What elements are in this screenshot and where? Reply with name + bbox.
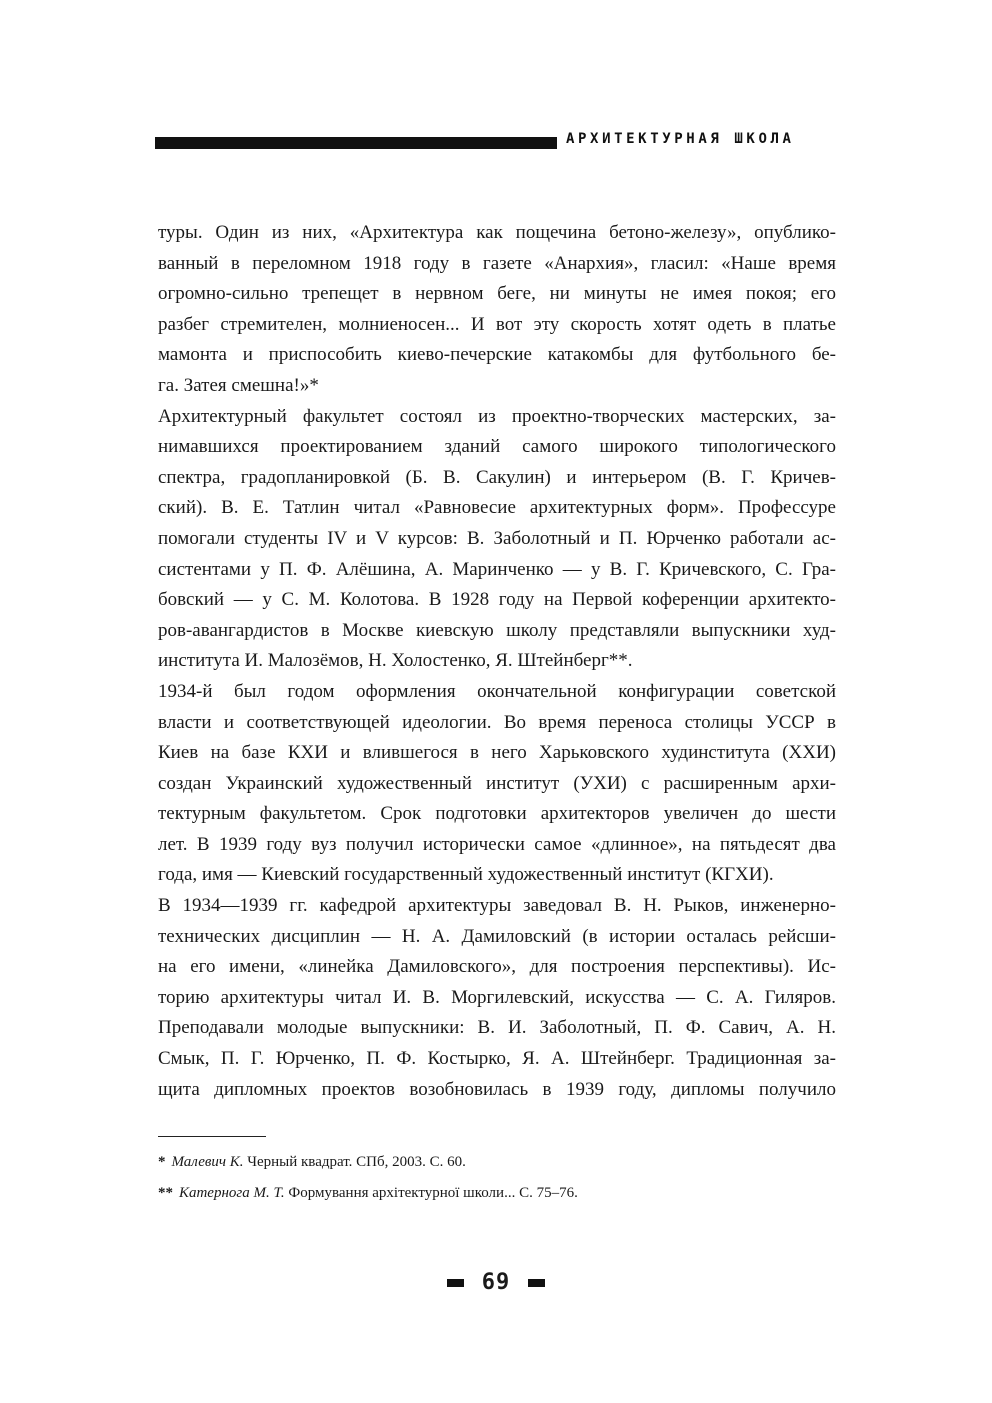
page-number-ornament-right <box>528 1279 545 1287</box>
footnote <box>158 1185 578 1202</box>
text-line: спектра, градопланировкой (Б. В. Сакулин) и интерьером (В. Г. Кричев- <box>158 466 836 488</box>
text-line: технических дисциплин — Н. А. Дамиловский (в истории осталась рейсши- <box>158 925 836 947</box>
footnote-text: Формування архітектурної школи... С. 75–76. <box>288 1185 578 1201</box>
footnote-rule <box>158 1136 266 1137</box>
text-line: власти и соответствующей идеологии. Во время переноса столицы УССР в <box>158 711 836 733</box>
footnote-mark: ** <box>158 1185 173 1201</box>
text-line: создан Украинский художественный институт (УХИ) с расширенным архи- <box>158 772 836 794</box>
text-line: тектурным факультетом. Срок подготовки архитекторов увеличен до шести <box>158 803 836 825</box>
page-number-ornament-left <box>447 1279 464 1287</box>
text-line: института И. Малозёмов, Н. Холостенко, Я. Штейнберг**. <box>158 650 633 672</box>
text-line: Архитектурный факультет состоял из проектно-творческих мастерских, за- <box>158 405 836 427</box>
text-line: ванный в переломном 1918 году в газете «Анархия», гласил: «Наше время <box>158 252 836 274</box>
text-line: мамонта и приспособить киево-печерские катакомбы для футбольного бе- <box>158 344 836 366</box>
footnote-text: Черный квадрат. СПб, 2003. С. 60. <box>247 1154 466 1170</box>
text-line: 1934-й был годом оформления окончательной конфигурации советской <box>158 680 836 702</box>
text-line: Преподавали молодые выпускники: В. И. Заболотный, П. Ф. Савич, А. Н. <box>158 1017 836 1039</box>
header-rule <box>155 137 557 149</box>
text-line: торию архитектуры читал И. В. Моргилевский, искусства — С. А. Гиляров. <box>158 986 836 1008</box>
text-line: лет. В 1939 году вуз получил исторически самое «длинное», на пятьдесят два <box>158 833 836 855</box>
text-line: га. Затея смешна!»* <box>158 374 319 396</box>
text-line: Смык, П. Г. Юрченко, П. Ф. Костырко, Я. А. Штейнберг. Традиционная за- <box>158 1048 836 1070</box>
page-number: 69 <box>481 1270 511 1295</box>
page-footer <box>0 1270 992 1295</box>
text-line: на его имени, «линейка Дамиловского», для построения перспективы). Ис- <box>158 956 836 978</box>
body-text <box>158 218 836 1105</box>
text-line: года, имя — Киевский государственный художественный институт (КГХИ). <box>158 864 774 886</box>
text-line: ров-авангардистов в Москве киевскую школу представляли выпускники худ- <box>158 619 836 641</box>
text-line: бовский — у С. М. Колотова. В 1928 году на Первой коференции архитекто- <box>158 589 836 611</box>
footnote-mark: * <box>158 1154 166 1170</box>
running-header: АРХИТЕКТУРНАЯ ШКОЛА <box>566 131 795 147</box>
footnote <box>158 1154 466 1171</box>
footnote-author: Катернога М. Т. <box>179 1185 285 1201</box>
text-line: щита дипломных проектов возобновилась в 1939 году, дипломы получило <box>158 1078 836 1100</box>
footnote-author: Малевич К. <box>171 1154 244 1170</box>
text-line: В 1934—1939 гг. кафедрой архитектуры заведовал В. Н. Рыков, инженерно- <box>158 895 836 917</box>
text-line: разбег стремителен, молниеносен... И вот эту скорость хотят одеть в платье <box>158 313 836 335</box>
text-line: Киев на базе КХИ и влившегося в него Харьковского худинститута (ХХИ) <box>158 742 836 764</box>
text-line: туры. Один из них, «Архитектура как пощечина бетоно-железу», опублико- <box>158 222 836 243</box>
text-line: ский). В. Е. Татлин читал «Равновесие архитектурных форм». Профессуре <box>158 497 836 519</box>
text-line: помогали студенты IV и V курсов: В. Заболотный и П. Юрченко работали ас- <box>158 527 836 549</box>
text-line: нимавшихся проектированием зданий самого широкого типологического <box>158 436 836 458</box>
text-line: огромно-сильно трепещет в нервном беге, ни минуты не имея покоя; его <box>158 283 836 305</box>
text-line: систентами у П. Ф. Алёшина, А. Маринченко — у В. Г. Кричевского, С. Гра- <box>158 558 836 580</box>
